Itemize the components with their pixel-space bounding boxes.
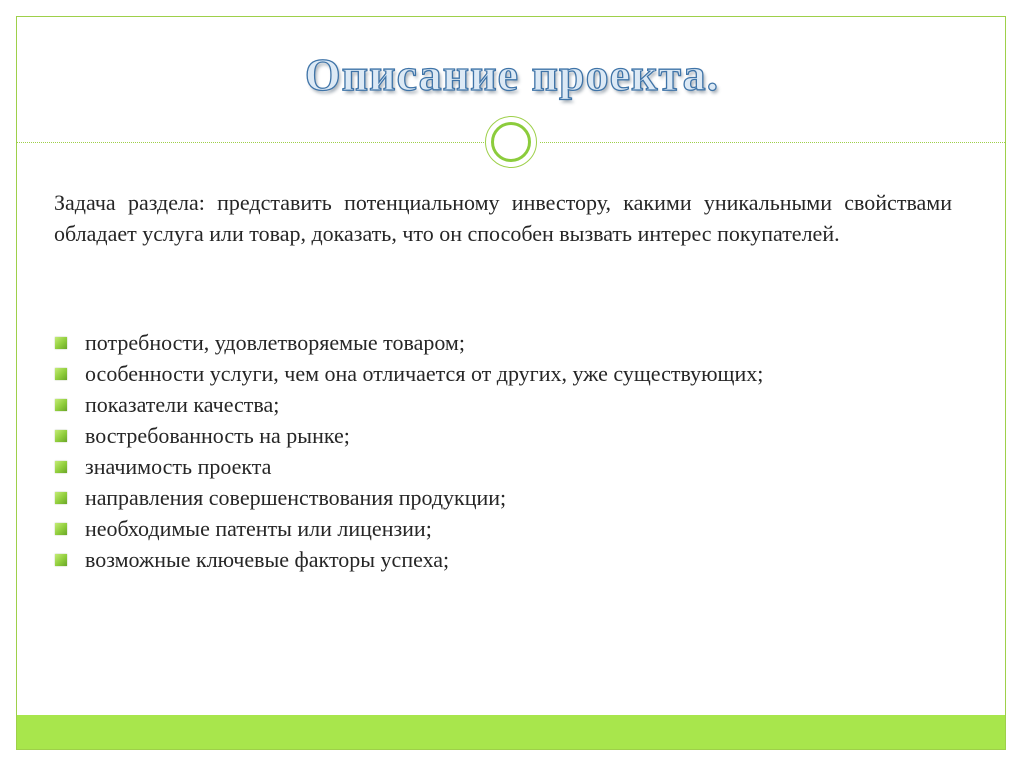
square-bullet-icon	[55, 461, 67, 473]
list-item-text: необходимые патенты или лицензии;	[85, 516, 432, 541]
list-item	[54, 544, 763, 575]
list-item-text: особенности услуги, чем она отличается от других, уже существующих;	[85, 361, 764, 386]
list-item	[54, 451, 763, 482]
circle-ornament-icon	[485, 116, 537, 168]
square-bullet-icon	[55, 430, 67, 442]
list-item-text: направления совершенствования продукции;	[85, 485, 507, 510]
square-bullet-icon	[55, 492, 67, 504]
list-item	[54, 513, 763, 544]
list-item-text: значимость проекта	[85, 454, 272, 479]
list-item	[54, 482, 763, 513]
intro-paragraph: Задача раздела: представить потенциальному инвестору, какими уникальными свойствами обладает услуга или товар, доказать, что он способен вызвать интерес покупателей.	[54, 190, 952, 246]
list-item-text: востребованность на рынке;	[85, 423, 350, 448]
square-bullet-icon	[55, 368, 67, 380]
title-divider-left	[17, 142, 484, 143]
square-bullet-icon	[55, 523, 67, 535]
list-item	[54, 420, 763, 451]
square-bullet-icon	[55, 337, 67, 349]
title-divider-right	[540, 142, 1005, 143]
list-item-text: потребности, удовлетворяемые товаром;	[85, 330, 465, 355]
slide-title: Описание проекта.	[304, 49, 720, 100]
circle-ornament-inner	[491, 122, 531, 162]
list-item	[54, 327, 763, 358]
bullet-list	[54, 327, 763, 575]
list-item	[54, 358, 763, 389]
footer-accent-bar	[17, 715, 1005, 749]
list-item-text: возможные ключевые факторы успеха;	[85, 547, 450, 572]
square-bullet-icon	[55, 399, 67, 411]
square-bullet-icon	[55, 554, 67, 566]
list-item-text: показатели качества;	[85, 392, 280, 417]
list-item	[54, 389, 763, 420]
